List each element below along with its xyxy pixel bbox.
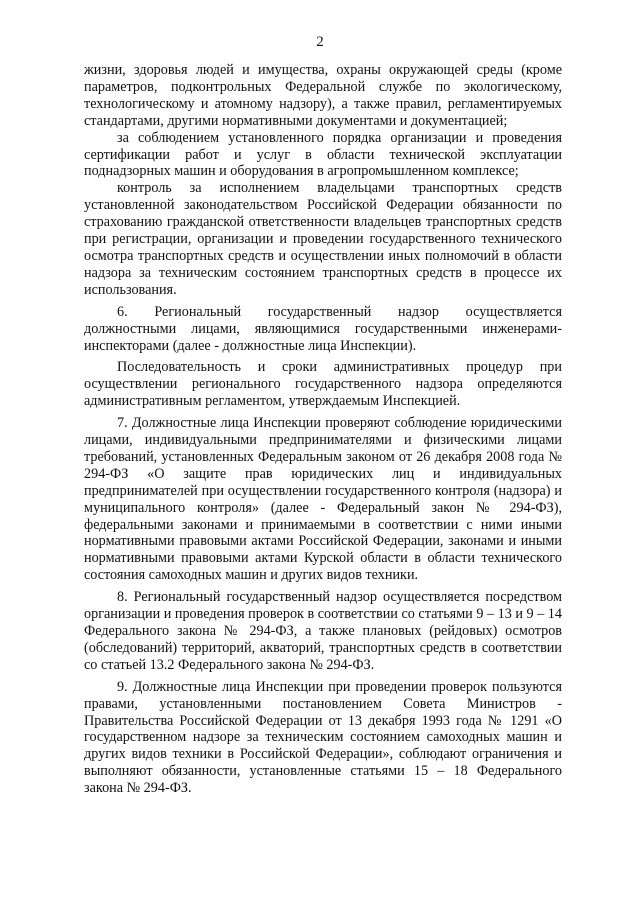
paragraph-certification-control: за соблюдением установленного порядка организации и проведения сертификации работ и услуг в области технической эксплуатации поднадзорных машин и оборудования в агропромышленном комплексе; (84, 129, 562, 180)
paragraph-continuation: жизни, здоровья людей и имущества, охраны окружающей среды (кроме параметров, подконтрольных Федеральной службе по экологическому, технологическому и атомному надзору), а также правил, регламентируемых стандартами, другими нормативными документами и документацией; (84, 62, 562, 129)
paragraph-item-8: 8. Региональный государственный надзор осуществляется посредством организации и проведения проверок в соответствии со статьями 9 – 13 и 9 – 14 Федерального закона № 294-ФЗ, а также плановых (рейдовых) осмотров (обследований) территорий, акваторий, транспортных средств в соответствии со статьей 13.2 Федерального закона № 294-ФЗ. (84, 589, 562, 673)
paragraph-procedures: Последовательность и сроки административных процедур при осуществлении регионального государственного надзора определяются административным регламентом, утверждаемым Инспекцией. (84, 359, 562, 410)
page-number: 2 (316, 34, 324, 50)
paragraph-item-9: 9. Должностные лица Инспекции при проведении проверок пользуются правами, установленными постановлением Совета Министров - Правительства Российской Федерации от 13 декабря 1993 года № 1291 «О государственном надзоре за техническим состоянием самоходных машин и других видов техники в Российской Федерации», соблюдают ограничения и выполняют обязанности, установленные статьями 15 – 18 Федерального закона № 294-ФЗ. (84, 678, 562, 797)
paragraph-item-6: 6. Региональный государственный надзор осуществляется должностными лицами, являющимися государственными инженерами-инспекторами (далее - должностные лица Инспекции). (84, 303, 562, 354)
body-text (84, 62, 562, 797)
paragraph-item-7: 7. Должностные лица Инспекции проверяют соблюдение юридическими лицами, индивидуальными предпринимателями и физическими лицами требований, установленных Федеральным законом от 26 декабря 2008 года № 294-ФЗ «О защите прав юридических лиц и индивидуальных предпринимателей при осуществлении государственного контроля (надзора) и муниципального контроля» (далее - Федеральный закон № 294-ФЗ), федеральными законами и принимаемыми в соответствии с ними иными нормативными правовыми актами Российской Федерации, законами и иными нормативными правовыми актами Курской области в области технического состояния самоходных машин и других видов техники. (84, 415, 562, 584)
paragraph-insurance-control: контроль за исполнением владельцами транспортных средств установленной законодательством Российской Федерации обязанности по страхованию гражданской ответственности владельцев транспортных средств при регистрации, организации и проведении государственного технического осмотра транспортных средств и осуществлении иных полномочий в области надзора за техническим состоянием транспортных средств в процессе их использования. (84, 180, 562, 298)
